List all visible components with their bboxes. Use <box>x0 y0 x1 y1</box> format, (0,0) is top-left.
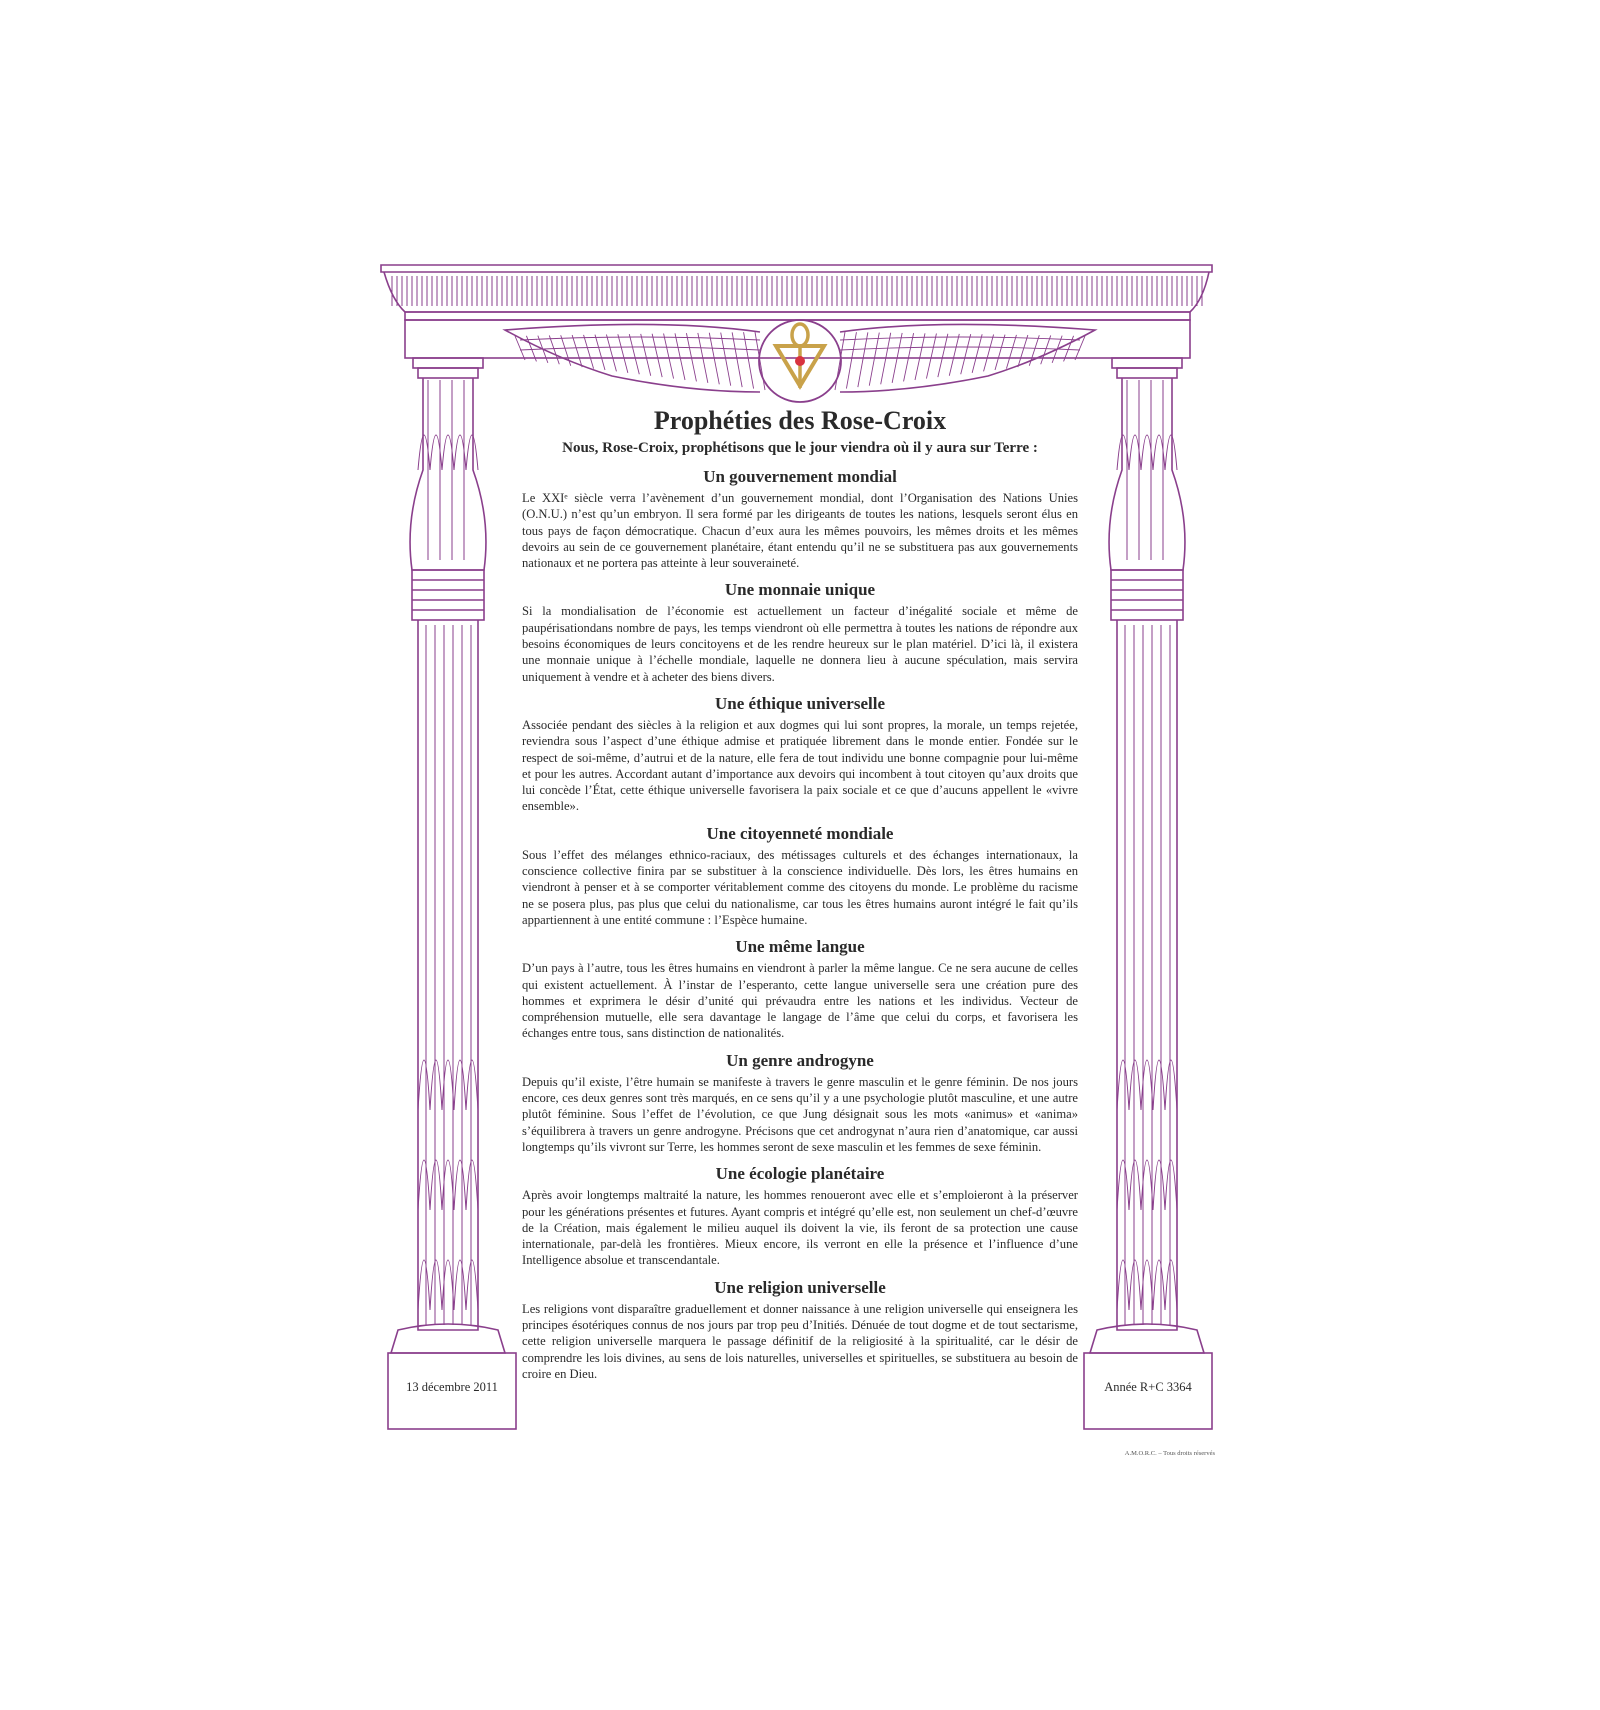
section-body: Le XXIᵉ siècle verra l’avènement d’un gouvernement mondial, dont l’Organisation des Nations Unies (O.N.U.) n’est qu’un embryon. Il sera formé par les dirigeants de toutes les nations, lesquels seront élus en tous pays de façon démocratique. Chacun d’eux aura les mêmes pouvoirs, les mêmes droits et les mêmes devoirs au sein de ce gouvernement planétaire, étant entendu qu’il ne se substituera pas aux gouvernements nationaux et ne portera pas atteinte à leur souveraineté. <box>522 491 1078 571</box>
section <box>522 824 1078 928</box>
section-heading: Une religion universelle <box>714 1277 886 1297</box>
section-heading: Une citoyenneté mondiale <box>706 823 894 843</box>
prophecies-text <box>522 405 1078 1391</box>
section-heading: Une même langue <box>735 937 865 957</box>
section-list <box>522 467 1078 1382</box>
section-body: Associée pendant des siècles à la religion et aux dogmes qui lui sont propres, la morale, un temps rejetée, reviendra sous l’aspect d’une éthique admise et pratiquée librement dans le monde entier. Fondée sur le respect de soi-même, d’autrui et de la nature, elle fera de tout individu une bonne compagnie pour lui-même et pour les autres. Accordant autant d’importance aux devoirs qui incombent à tout citoyen qu’aux droits que lui concède l’État, cette éthique universelle favorisera la paix sociale et ce que d’aucuns appellent le «vivre ensemble». <box>522 717 1078 814</box>
section <box>522 580 1078 684</box>
section-body: Si la mondialisation de l’économie est actuellement un facteur d’inégalité sociale et même de paupérisationdans nombre de pays, les temps viendront où elle permettra à toutes les nations de répondre aux besoins économiques de leurs concitoyens et de les rendre heureux sur le plan matériel. D’ici là, il existera une monnaie unique à l’échelle mondiale, laquelle ne donnera lieu à aucune spéculation, mais servira uniquement à vendre et à acheter des biens divers. <box>522 604 1078 684</box>
date-right: Année R+C 3364 <box>1104 1380 1192 1394</box>
section <box>522 467 1078 571</box>
section-body: Sous l’effet des mélanges ethnico-raciaux, des métissages culturels et des échanges internationaux, la conscience collective finira par se substituer à la conscience individuelle. Dès lors, les êtres humains en viendront à penser et à se comporter véritablement comme des citoyens du monde. Le problème du racisme ne se posera plus, pas plus que celui du nationalisme, car tous les êtres humains auront intégré le fait qu’ils appartiennent à une entité commune : l’Espèce humaine. <box>522 847 1078 927</box>
section <box>522 937 1078 1041</box>
section-heading: Une éthique universelle <box>715 693 885 713</box>
section-body: Les religions vont disparaître graduellement et donner naissance à une religion universelle qui enseignera les principes ésotériques connus de nos jours par trop peu d’Initiés. Dénuée de tout dogme et de tout sectarisme, cette religion universelle marquera le passage définitif de la religiosité à la spiritualité, car le désir de comprendre les lois divines, au sens de lois naturelles, universelles et spirituelles, se substituera au besoin de croire en Dieu. <box>522 1301 1078 1381</box>
section-heading: Une écologie planétaire <box>715 1164 885 1184</box>
page-title: Prophéties des Rose-Croix <box>653 406 947 435</box>
section-heading: Un genre androgyne <box>726 1050 874 1070</box>
section-body: Depuis qu’il existe, l’être humain se manifeste à travers le genre masculin et le genre féminin. De nos jours encore, ces deux genres sont très marqués, en ce sens qu’il y a une psychologie plutôt masculine, et une autre plutôt féminine. Sous l’effet de l’évolution, ce que Jung désignait sous les mots «animus» et «anima» s’équilibrera à travers un genre androgyne. Précisons que cet androgynat n’aura rien d’anatomique, car aussi longtemps qu’ils vivront sur Terre, les hommes seront de sexe masculin et les femmes de sexe féminin. <box>522 1074 1078 1154</box>
copyright-footer: A.M.O.R.C. – Tous droits réservés <box>1124 1450 1215 1457</box>
section <box>522 694 1078 815</box>
section-heading: Une monnaie unique <box>724 580 876 600</box>
section-body: D’un pays à l’autre, tous les êtres humains en viendront à parler la même langue. Ce ne sera aucune de celles qui existent actuellement. À l’instar de l’esperanto, cette langue universelle sera une création pure des hommes et exprimera le désir d’unité qui prévaudra entre les nations et les individus. Vecteur de compréhension mutuelle, elle sera davantage le langage de l’âme que celui du corps, et favorisera les échanges entre tous, sans distinction de nationalités. <box>522 961 1078 1041</box>
section <box>522 1278 1078 1382</box>
section <box>522 1051 1078 1155</box>
date-left: 13 décembre 2011 <box>406 1380 498 1394</box>
section-heading: Un gouvernement mondial <box>703 467 897 486</box>
rosicrucian-cross-rose-icon <box>776 324 824 388</box>
section <box>522 1164 1078 1268</box>
right-column <box>1084 358 1212 1429</box>
page-subtitle: Nous, Rose-Croix, prophétisons que le jour viendra où il y aura sur Terre : <box>562 440 1038 456</box>
section-body: Après avoir longtemps maltraité la nature, les hommes renoueront avec elle et s’emploieront à la préserver pour les générations présentes et futures. Ayant compris et intégré qu’elle est, non seulement un chef-d’œuvre de la Création, mais également le milieu auquel ils doivent la vie, ils feront de sa protection une cause internationale, par-delà les frontières. Mieux encore, ils verront en elle la présence et l’influence d’une Intelligence absolue et transcendantale. <box>522 1188 1078 1268</box>
